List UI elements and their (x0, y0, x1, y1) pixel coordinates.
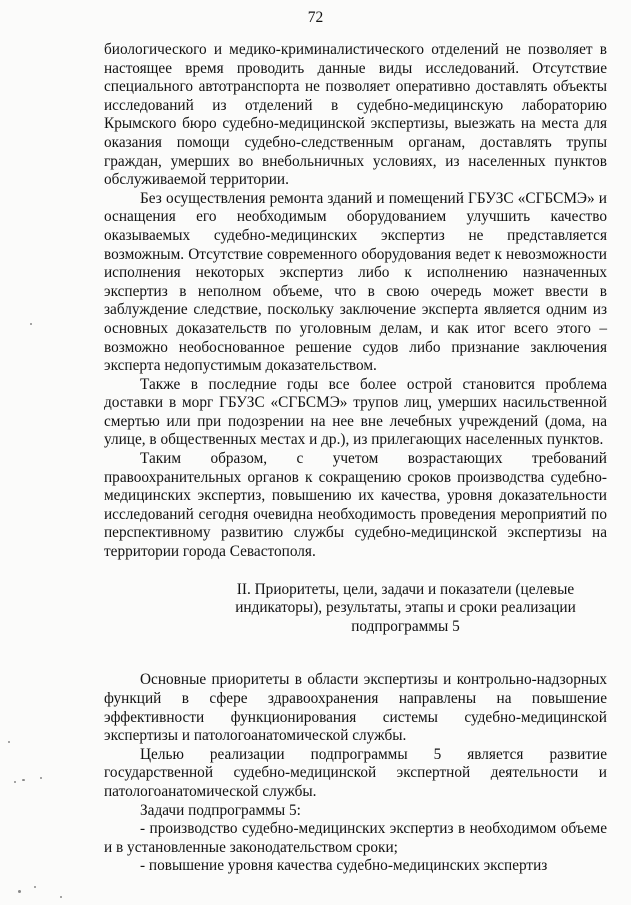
section-heading (104, 581, 607, 637)
scan-speck (18, 890, 21, 893)
page-number: 72 (307, 9, 324, 26)
document-body (104, 41, 607, 876)
scan-speck (30, 323, 32, 325)
paragraph-tasks-heading: Задачи подпрограммы 5: (140, 801, 301, 819)
scan-speck (22, 779, 25, 781)
paragraph-morgue-delivery: Также в последние годы все более острой становится проблема доставки в морг ГБУЗС «СГБСМЭ» трупов лиц, умерших насильственной смертью или при подозрении на нее вне лечебных учреждений (дома, на улице, в общественных местах и др.), из прилегающих населенных пунктов. (104, 375, 607, 449)
section-heading-line: подпрограммы 5 (351, 617, 460, 635)
list-item-task: - производство судебно-медицинских экспертиз в необходимом объеме и в установленные законодательством сроки; (104, 820, 607, 856)
scan-speck (8, 741, 10, 743)
scan-speck (40, 777, 42, 779)
paragraph-conclusion: Таким образом, с учетом возрастающих требований правоохранительных органов к сокращению сроков производства судебно-медицинских экспертиз, повышению их качества, уровня доказательности исследований сегодня очевидна необходимость проведения мероприятий по перспективному развитию службы судебно-медицинской экспертизы на территории города Севастополя. (104, 450, 607, 561)
section-heading-line: индикаторы), результаты, этапы и сроки реализации (235, 599, 576, 617)
section-heading-line: II. Приоритеты, цели, задачи и показатели (целевые (236, 580, 575, 598)
paragraph-goal: Целью реализации подпрограммы 5 является развитие государственной судебно-медицинской экспертной деятельности и патологоанатомической службы. (104, 745, 607, 800)
scan-speck (60, 896, 62, 898)
scan-speck (14, 781, 16, 783)
paragraph-equipment-transport: биологического и медико-криминалистического отделений не позволяет в настоящее время проводить данные виды исследований. Отсутствие специального автотранспорта не позволяет оперативно доставлять объекты исследований из отделений в судебно-медицинскую лабораторию Крымского бюро судебно-медицинской экспертизы, выезжать на места для оказания помощи судебно-следственным органам, доставлять трупы граждан, умерших во внебольничных условиях, из населенных пунктов обслуживаемой территории. (104, 41, 607, 189)
scan-speck (34, 886, 36, 888)
list-item-task: - повышение уровня качества судебно-медицинских экспертиз (140, 857, 548, 875)
paragraph-repair-equipment: Без осуществления ремонта зданий и помещений ГБУЗС «СГБСМЭ» и оснащения его необходимым оборудованием улучшить качество оказываемых судебно-медицинских экспертиз не представляется возможным. Отсутствие современного оборудования ведет к невозможности исполнения некоторых экспертиз либо к исполнению назначенных экспертиз в неполном объеме, что в свою очередь может ввести в заблуждение следствие, поскольку заключение эксперта является одним из основных доказательств по уголовным делам, и как итог всего этого – возможно необоснованное решение судов либо признание заключения эксперта недопустимым доказательством. (104, 189, 607, 375)
paragraph-priorities: Основные приоритеты в области экспертизы и контрольно-надзорных функций в сфере здравоохранения направлены на повышение эффективности функционирования системы судебно-медицинской экспертизы и патологоанатомической службы. (104, 671, 607, 745)
